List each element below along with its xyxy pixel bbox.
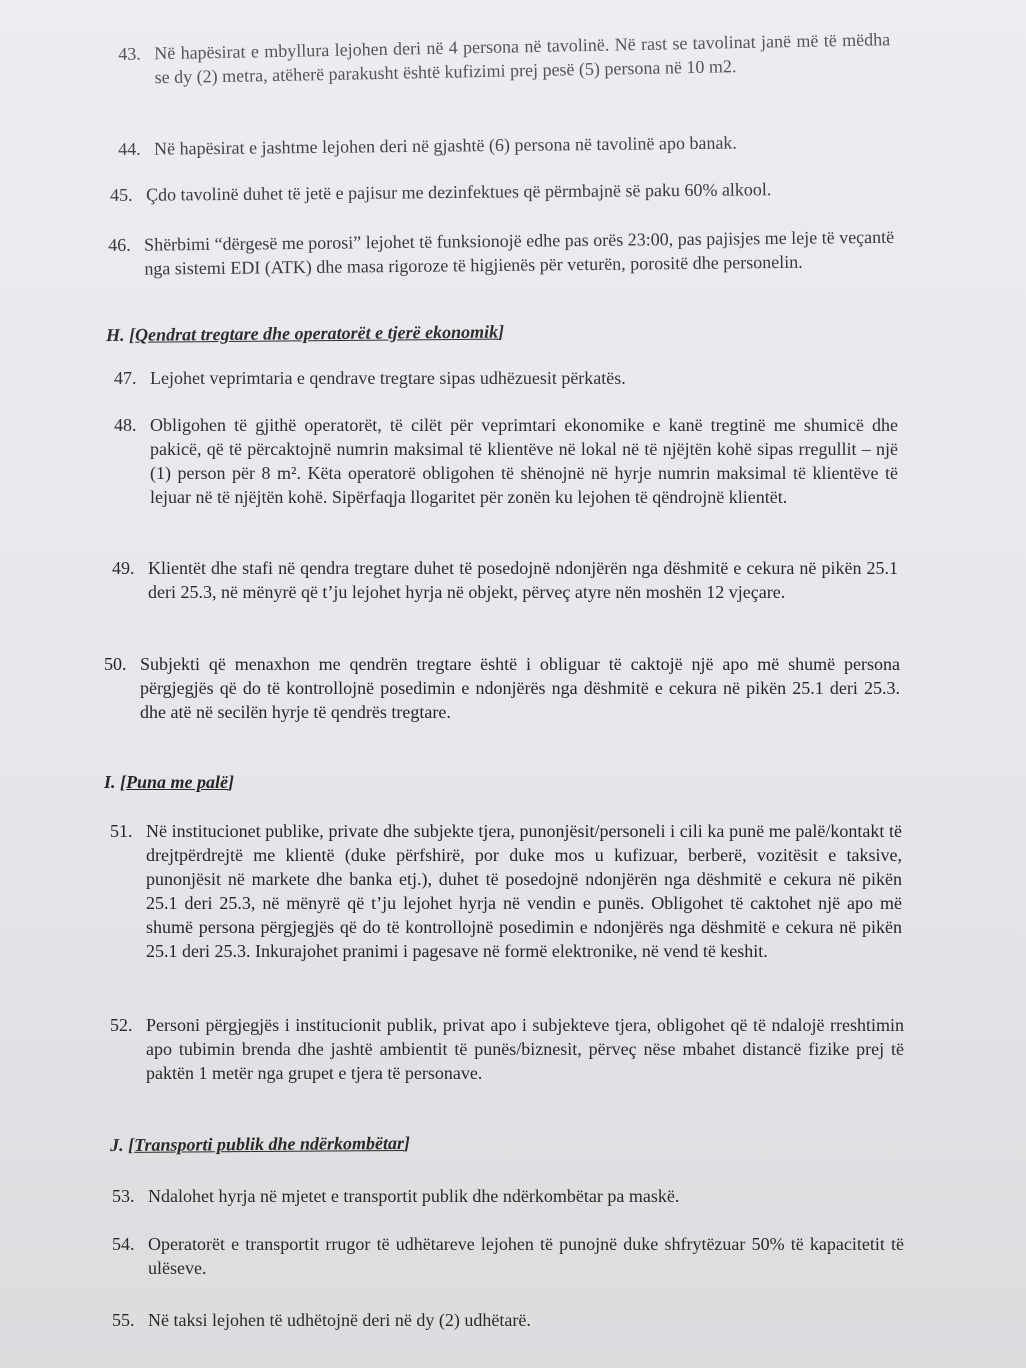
list-item-54 bbox=[112, 1232, 904, 1280]
section-bracket-open: [ bbox=[129, 324, 136, 345]
section-bracket-close: ] bbox=[403, 1132, 411, 1153]
list-item-49 bbox=[112, 556, 898, 604]
item-number: 55. bbox=[112, 1310, 135, 1330]
item-text: Në hapësirat e jashtme lejohen deri në gjashtë (6) persona në tavolinë apo banak. bbox=[154, 132, 737, 159]
item-number: 45. bbox=[110, 184, 133, 205]
item-number: 53. bbox=[112, 1186, 135, 1206]
list-item-48 bbox=[114, 413, 898, 509]
section-letter: H. bbox=[106, 324, 125, 345]
item-text: Ndalohet hyrja në mjetet e transportit publik dhe ndërkombëtar pa maskë. bbox=[148, 1186, 680, 1206]
section-heading-j bbox=[110, 1133, 410, 1156]
item-number: 47. bbox=[114, 368, 137, 388]
section-title: Qendrat tregtare dhe operatorët e tjerë ekonomik bbox=[135, 321, 499, 345]
list-item-53 bbox=[112, 1184, 904, 1208]
list-item-51 bbox=[110, 819, 902, 963]
item-text: Në hapësirat e mbyllura lejohen deri në 4 persona në tavolinë. Në rast se tavolinat janë më të mëdha se dy (2) metra, atëherë parakusht është kufizimi prej pesë (5) persona në 10 m2. bbox=[154, 29, 891, 88]
item-text: Subjekti që menaxhon me qendrën tregtare është i obliguar të caktojë një apo më shumë persona përgjegjës që do të kontrollojnë posedimin e ndonjërës nga dëshmitë e cekura në pikën 25.1 deri 25.3. dhe atë në secilën hyrje të qendrës tregtare. bbox=[140, 654, 900, 722]
list-item-47 bbox=[114, 366, 894, 390]
item-text: Operatorët e transportit rrugor të udhëtareve lejohen të punojnë duke shfrytëzuar 50% të kapacitetit të ulëseve. bbox=[148, 1234, 904, 1278]
item-text: Obligohen të gjithë operatorët, të cilët për veprimtari ekonomike e kanë tregtinë me shumicë dhe pakicë, që të përcaktojnë numrin maksimal të klientëve në lokal në të njëjtën kohë sipas rregullit – një (1) person për 8 m². Këta operatorë obligohen të shënojnë në hyrje numrin maksimal të klientëve të lejuar në të njëjtën kohë. Sipërfaqja llogaritet për zonën ku lejohen të qëndrojnë klientët. bbox=[150, 415, 898, 507]
list-item-46 bbox=[108, 225, 894, 281]
item-text: Shërbimi “dërgesë me porosi” lejohet të funksionojë edhe pas orës 23:00, pas pajisjes me leje të veçantë nga sistemi EDI (ATK) dhe masa rigoroze të higjienës për veturën, porositë dhe personelin. bbox=[144, 226, 895, 279]
list-item-44 bbox=[118, 129, 890, 161]
section-heading-i bbox=[104, 772, 234, 793]
section-bracket-open: [ bbox=[127, 1134, 135, 1155]
list-item-52 bbox=[110, 1013, 904, 1085]
item-number: 52. bbox=[110, 1015, 133, 1035]
list-item-55 bbox=[112, 1308, 904, 1332]
list-item-43 bbox=[118, 27, 891, 90]
section-bracket-open: [ bbox=[120, 772, 127, 792]
section-bracket-close: ] bbox=[228, 772, 235, 792]
item-number: 51. bbox=[110, 821, 133, 841]
list-item-50 bbox=[104, 652, 900, 724]
item-text: Klientët dhe stafi në qendra tregtare duhet të posedojnë ndonjërën nga dëshmitë e cekura në pikën 25.1 deri 25.3, në mënyrë që t’ju lejohet hyrja në objekt, përveç atyre nën moshën 12 vjeçare. bbox=[148, 558, 898, 602]
section-bracket-close: ] bbox=[497, 321, 505, 342]
item-text: Në institucionet publike, private dhe subjekte tjera, punonjësit/personeli i cili ka punë me palë/kontakt të drejtpërdrejtë me klientë (duke përfshirë, por duke mos u kufizuar, berberë, vozitësit e taksive, punonjësit në markete dhe banka etj.), duhet të posedojnë ndonjërën nga dëshmitë e cekura në pikën 25.1 deri 25.3, në mënyrë që t’ju lejohet hyrja në vendin e punës. Obligohet të caktohet një apo më shumë persona përgjegjës që do të kontrollojnë posedimin e ndonjërës nga dëshmitë e cekura në pikën 25.1 deri 25.3. Inkurajohet pranimi i pagesave në formë elektronike, në vend të keshit. bbox=[146, 821, 902, 961]
item-number: 44. bbox=[118, 138, 141, 159]
section-title: Puna me palë bbox=[126, 772, 229, 792]
item-text: Çdo tavolinë duhet të jetë e pajisur me dezinfektues që përmbajnë së paku 60% alkool. bbox=[146, 179, 772, 205]
item-text: Në taksi lejohen të udhëtojnë deri në dy (2) udhëtarë. bbox=[148, 1310, 531, 1330]
item-number: 46. bbox=[108, 234, 131, 255]
item-text: Lejohet veprimtaria e qendrave tregtare sipas udhëzuesit përkatës. bbox=[150, 368, 626, 388]
section-heading-h bbox=[106, 322, 504, 346]
section-letter: I. bbox=[104, 772, 116, 792]
item-text: Personi përgjegjës i institucionit publik, privat apo i subjekteve tjera, obligohet që të ndalojë rreshtimin apo tubimin brenda dhe jashtë ambientit të punës/biznesit, përveç nëse mbahet distancë fizike prej të paktën 1 metër nga grupet e tjera të personave. bbox=[146, 1015, 904, 1083]
item-number: 43. bbox=[118, 43, 141, 64]
section-title: Transporti publik dhe ndërkombëtar bbox=[133, 1132, 405, 1155]
item-number: 48. bbox=[114, 415, 137, 435]
list-item-45 bbox=[110, 176, 890, 207]
item-number: 49. bbox=[112, 558, 135, 578]
section-letter: J. bbox=[110, 1134, 124, 1155]
item-number: 50. bbox=[104, 654, 127, 674]
item-number: 54. bbox=[112, 1234, 135, 1254]
